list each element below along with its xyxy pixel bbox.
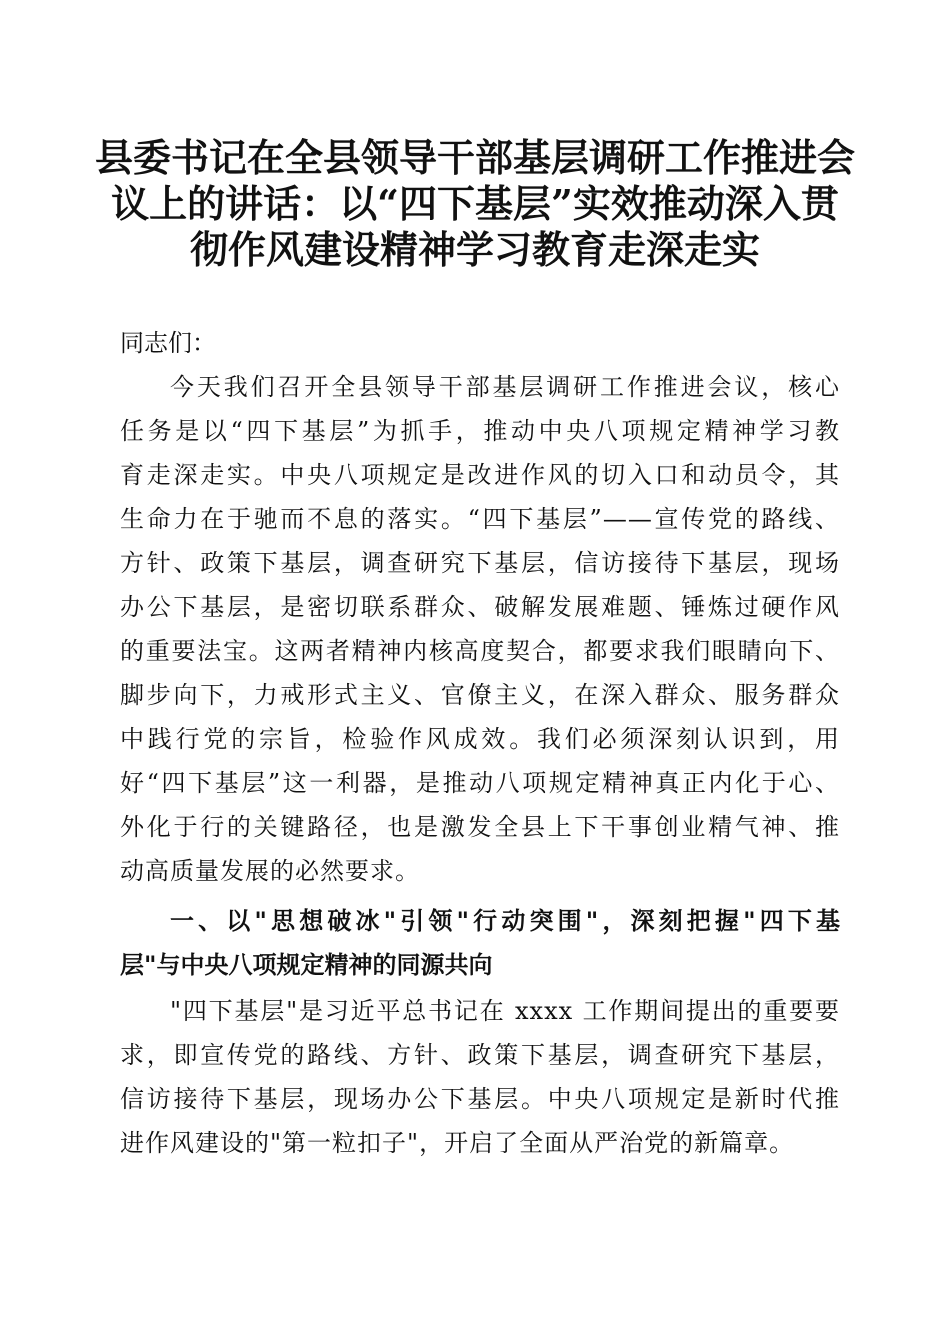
- paragraph-1-line: 动高质量发展的必然要求。: [120, 857, 420, 885]
- paragraph-2-line: 信访接待下基层，现场办公下基层。中央八项规定是新时代推: [120, 1085, 840, 1113]
- paragraph-1-line: 今天我们召开全县领导干部基层调研工作推进会议，核心: [170, 373, 840, 401]
- section-heading-line: 层"与中央八项规定精神的同源共向: [120, 951, 493, 979]
- paragraph-1-line: 好“四下基层”这一利器，是推动八项规定精神真正内化于心、: [120, 769, 840, 797]
- paragraph-1-line: 育走深走实。中央八项规定是改进作风的切入口和动员令，其: [120, 461, 840, 489]
- paragraph-1-line: 脚步向下，力戒形式主义、官僚主义，在深入群众、服务群众: [120, 681, 840, 709]
- paragraph-1-line: 外化于行的关键路径，也是激发全县上下干事创业精气神、推: [120, 813, 840, 841]
- paragraph-1-line: 生命力在于驰而不息的落实。“四下基层”——宣传党的路线、: [120, 505, 840, 533]
- paragraph-1-line: 任务是以“四下基层”为抓手，推动中央八项规定精神学习教: [120, 417, 840, 445]
- paragraph-2-line: 求，即宣传党的路线、方针、政策下基层，调查研究下基层，: [120, 1041, 840, 1069]
- paragraph-1-line: 中践行党的宗旨，检验作风成效。我们必须深刻认识到，用: [120, 725, 840, 753]
- salutation: 同志们：: [120, 329, 216, 357]
- paragraph-1-line: 的重要法宝。这两者精神内核高度契合，都要求我们眼睛向下、: [120, 637, 840, 665]
- paragraph-2-line: 进作风建设的"第一粒扣子"，开启了全面从严治党的新篇章。: [120, 1129, 795, 1157]
- title-line-1: 县委书记在全县领导干部基层调研工作推进会: [94, 135, 855, 180]
- title-line-2: 议上的讲话：以“四下基层”实效推动深入贯: [111, 181, 839, 226]
- paragraph-1-line: 办公下基层，是密切联系群众、破解发展难题、锤炼过硬作风: [120, 593, 840, 621]
- section-heading-line: 一、以"思想破冰"引领"行动突围"，深刻把握"四下基: [170, 907, 840, 935]
- title-line-3: 彻作风建设精神学习教育走深走实: [189, 227, 760, 272]
- paragraph-1-line: 方针、政策下基层，调查研究下基层，信访接待下基层，现场: [120, 549, 840, 577]
- paragraph-2-line: "四下基层"是习近平总书记在 xxxx 工作期间提出的重要要: [170, 997, 840, 1025]
